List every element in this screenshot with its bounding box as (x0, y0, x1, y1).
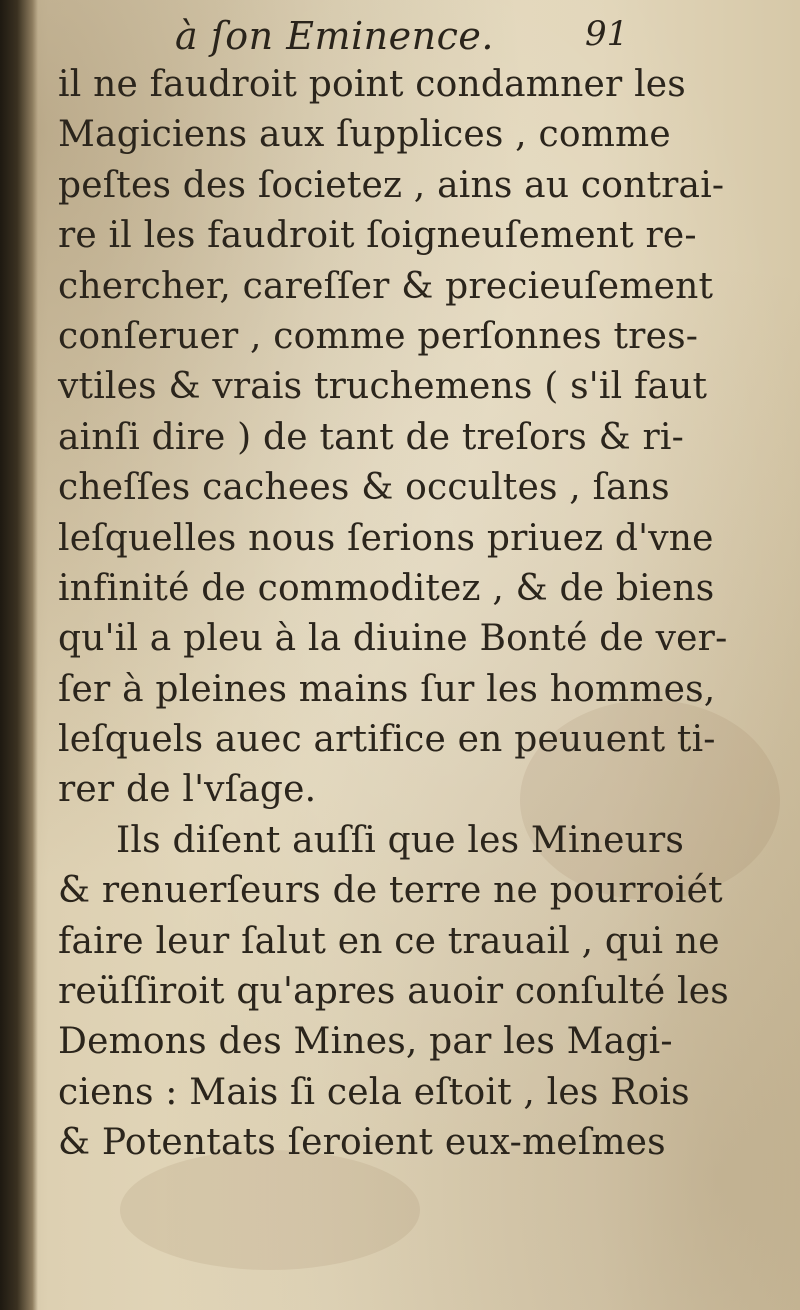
text-line: leſquelles nous ſerions priuez d'vne (58, 517, 714, 559)
text-line: infinité de commoditez , & de biens (58, 567, 715, 609)
text-line: reüſſiroit qu'apres auoir conſulté les (58, 971, 729, 1013)
text-line: ainſi dire ) de tant de treſors & ri- (58, 416, 684, 458)
text-line: ciens : Mais ſi cela eſtoit , les Rois (58, 1071, 690, 1113)
text-line: faire leur ſalut en ce trauail , qui ne (58, 920, 720, 962)
text-line: & renuerſeurs de terre ne pourroiét (58, 870, 723, 912)
text-line: rer de l'vſage. (58, 769, 317, 811)
text-line: cheſſes cachees & occultes , ſans (58, 467, 670, 509)
text-line: peſtes des ſocietez , ains au contrai- (58, 164, 725, 206)
body-text (58, 60, 729, 1169)
text-line: chercher, careſſer & precieuſement (58, 265, 714, 307)
text-line: qu'il a pleu à la diuine Bonté de ver- (58, 618, 728, 660)
page-header (175, 14, 629, 64)
text-line: ſer à pleines mains ſur les hommes, (58, 668, 716, 710)
text-line: Demons des Mines, par les Magi- (58, 1021, 673, 1063)
text-line: & Potentats ſeroient eux-meſmes (58, 1122, 666, 1164)
binding-gutter (0, 0, 38, 1310)
text-line: conſeruer , comme perſonnes tres- (58, 315, 699, 357)
page-number: 91 (585, 14, 629, 54)
paragraph-start-line: Ils diſent auſſi que les Mineurs (116, 819, 685, 861)
text-line: il ne faudroit point condamner les (58, 64, 686, 105)
running-head: à ſon Eminence. (175, 14, 494, 58)
text-line: re il les faudroit ſoigneuſement re- (58, 215, 697, 257)
text-line: Magiciens aux ſupplices , comme (58, 114, 671, 156)
text-line: vtiles & vrais truchemens ( s'il faut (58, 366, 708, 408)
text-line: leſquels auec artifice en peuuent ti- (58, 719, 716, 761)
